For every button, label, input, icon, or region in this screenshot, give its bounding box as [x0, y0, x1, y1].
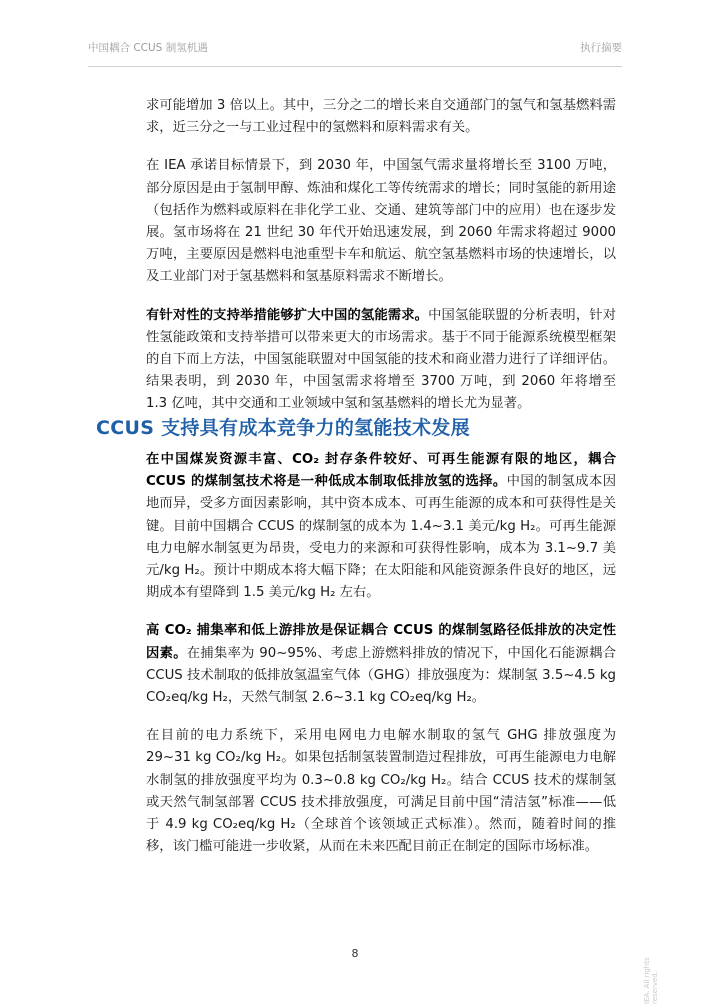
paragraph-text: 在目前的电力系统下，采用电网电力电解水制取的氢气 GHG 排放强度为 29~31 kg CO₂/kg H₂。如果包括制氢装置制造过程排放，可再生能源电力电解水制氢的排放强度平均为 0.3~0.8 kg CO₂/kg H₂。结合 CCUS 技术的煤制氢或天然气制氢部署 CCUS 技术排放强度，可满足目前中国“清洁氢”标准——低于 4.9 kg CO₂eq/kg H₂（全球首个该领域正式标准）。然而，随着时间的推移，该门槛可能进一步收紧，从而在未来匹配目前正在制定的国际市场标准。 — [146, 728, 616, 855]
paragraph-text: 在 IEA 承诺目标情景下，到 2030 年，中国氢气需求量将增长至 3100 万吨，部分原因是由于氢制甲醇、炼油和煤化工等传统需求的增长；同时氢能的新用途（包括作为燃料或原料在非化学工业、交通、建筑等部门中的应用）也在逐步发展。氢市场将在 21 世纪 30 年代开始迅速发展，到 2060 年需求将超过 9000 万吨，主要原因是燃料电池重型卡车和航运、航空氢基燃料市场的快速增长，以及工业部门对于氢基燃料和氢基原料需求不断增长。 — [146, 158, 616, 285]
paragraph-text: 中国的制氢成本因地而异，受多方面因素影响，其中资本成本、可再生能源的成本和可获得性是关键。目前中国耦合 CCUS 的煤制氢的成本为 1.4~3.1 美元/kg H₂。可再生能源电力电解水制氢更为昂贵，受电力的来源和可获得性影响，成本为 3.1~9.7 美元/kg H₂。预计中期成本将大幅下降；在太阳能和风能资源条件良好的地区，远期成本有望降到 1.5 美元/kg H₂ 左右。 — [146, 474, 616, 601]
paragraph — [146, 620, 616, 709]
paragraph-text: 中国氢能联盟的分析表明，针对性氢能政策和支持举措可以带来更大的市场需求。基于不同于能源系统模型框架的自下而上方法，中国氢能联盟对中国氢能的技术和商业潜力进行了详细评估。结果表明，到 2030 年，中国氢需求将增至 3700 万吨，到 2060 年将增至 1.3 亿吨，其中交通和工业领域中氢和氢基燃料的增长尤为显著。 — [146, 307, 617, 412]
paragraph-text: 求可能增加 3 倍以上。其中，三分之二的增长来自交通部门的氢气和氢基燃料需求，近三分之一与工业过程中的氢燃料和原料需求有关。 — [146, 98, 616, 136]
page-number: 8 — [351, 947, 359, 960]
paragraph — [146, 155, 616, 288]
header-divider — [88, 66, 622, 67]
page-header — [88, 40, 622, 60]
paragraph-text: 在捕集率为 90~95%、考虑上游燃料排放的情况下，中国化石能源耦合 CCUS 技术制取的低排放氢温室气体（GHG）排放强度为：煤制氢 3.5~4.5 kg CO₂eq/kg H₂，天然气制氢 2.6~3.1 kg CO₂eq/kg H₂。 — [146, 645, 617, 706]
copyright-note: IEA. All rights reserved. — [643, 957, 659, 1004]
header-document-title: 中国耦合 CCUS 制氢机遇 — [88, 42, 208, 54]
header-section-name: 执行摘要 — [580, 42, 622, 54]
paragraph-lead: 有针对性的支持举措能够扩大中国的氢能需求。 — [146, 307, 429, 323]
paragraph — [146, 449, 616, 604]
paragraph-lead: 高 CO₂ 捕集率和低上游排放是保证耦合 CCUS 的煤制氢路径低排放的决定性因素。 — [146, 623, 616, 661]
paragraph — [146, 95, 616, 139]
paragraph — [146, 305, 616, 416]
paragraph — [146, 725, 616, 858]
paragraph-lead: 在中国煤炭资源丰富、CO₂ 封存条件较好、可再生能源有限的地区，耦合 CCUS 的煤制氢技术将是一种低成本制取低排放氢的选择。 — [146, 452, 616, 490]
body-bottom — [146, 449, 616, 874]
body-top — [146, 95, 616, 432]
section-heading: CCUS 支持具有成本竞争力的氢能技术发展 — [96, 417, 470, 439]
